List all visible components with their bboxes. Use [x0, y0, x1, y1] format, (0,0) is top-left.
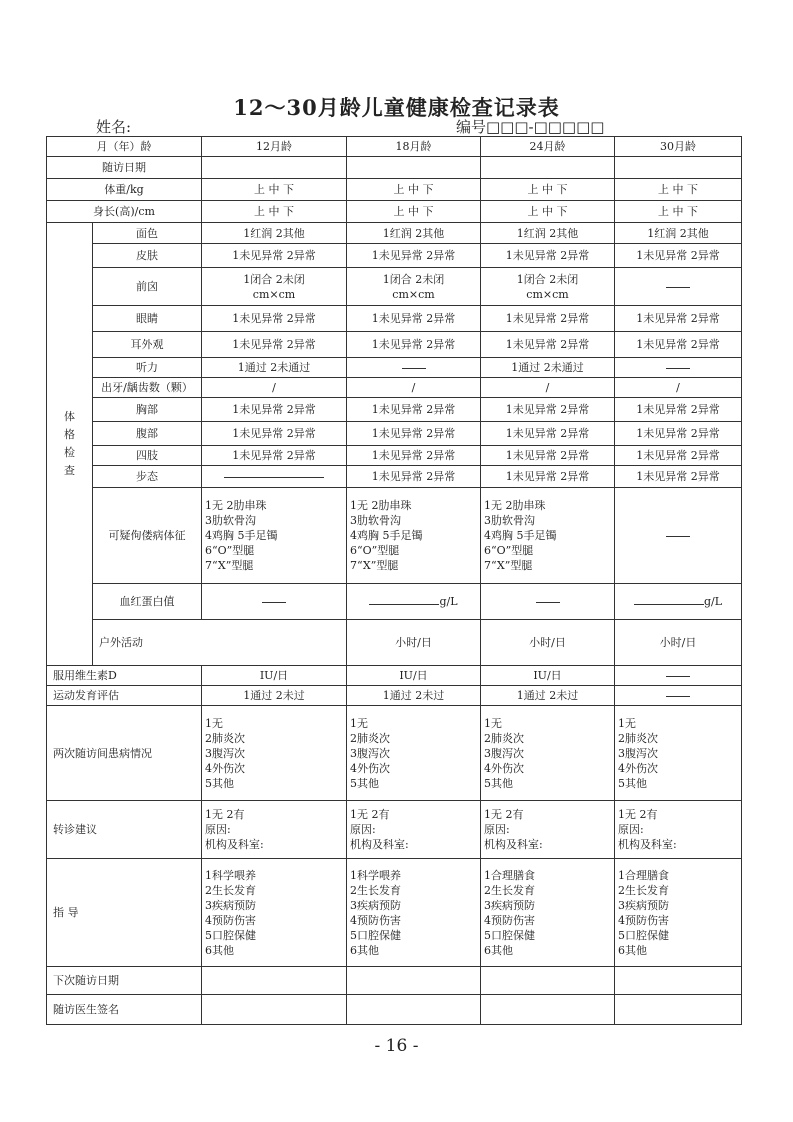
table-row [47, 137, 742, 157]
gait-opts[interactable]: 1未见异常 2异常 [615, 466, 742, 488]
rickets-opts[interactable]: 1无 2肋串珠 3肋软骨沟 4鸡胸 5手足镯 6“O”型腿 7“X”型腿 [202, 488, 347, 584]
physical-exam-label: 体 格 检 查 [47, 223, 93, 666]
guidance-opts[interactable]: 1科学喂养 2生长发育 3疾病预防 4预防伤害 5口腔保健 6其他 [347, 859, 481, 967]
hearing-na [347, 358, 481, 378]
guidance-opts[interactable]: 1科学喂养 2生长发育 3疾病预防 4预防伤害 5口腔保健 6其他 [202, 859, 347, 967]
illness-opts[interactable]: 1无 2肺炎次 3腹泻次 4外伤次 5其他 [202, 706, 347, 801]
hemoglobin-na [202, 584, 347, 620]
header-month-24: 24月龄 [481, 137, 615, 157]
height-level[interactable]: 上 中 下 [481, 201, 615, 223]
name-label: 姓名: [96, 118, 132, 136]
doctor-sign-cell[interactable] [481, 995, 615, 1025]
weight-level[interactable]: 上 中 下 [481, 179, 615, 201]
skin-label: 皮肤 [93, 244, 202, 268]
weight-level[interactable]: 上 中 下 [347, 179, 481, 201]
doctor-sign-cell[interactable] [615, 995, 742, 1025]
hearing-opts[interactable]: 1通过 2未通过 [202, 358, 347, 378]
height-level[interactable]: 上 中 下 [202, 201, 347, 223]
id-label: 编号□□□-□□□□□ [456, 118, 605, 136]
fontanelle-opts[interactable]: 1闭合 2未闭 cm×cm [481, 268, 615, 306]
skin-opts[interactable]: 1未见异常 2异常 [347, 244, 481, 268]
motor-opts[interactable]: 1通过 2未过 [481, 686, 615, 706]
illness-opts[interactable]: 1无 2肺炎次 3腹泻次 4外伤次 5其他 [347, 706, 481, 801]
motor-na [615, 686, 742, 706]
motor-label: 运动发育评估 [47, 686, 202, 706]
vitd-label: 服用维生素D [47, 666, 202, 686]
visit-date-cell[interactable] [615, 157, 742, 179]
hemoglobin-label: 血红蛋白值 [93, 584, 202, 620]
complexion-opts[interactable]: 1红润 2其他 [615, 223, 742, 244]
skin-opts[interactable]: 1未见异常 2异常 [481, 244, 615, 268]
table-row [47, 306, 742, 332]
illness-opts[interactable]: 1无 2肺炎次 3腹泻次 4外伤次 5其他 [481, 706, 615, 801]
referral-opts[interactable]: 1无 2有 原因: 机构及科室: [202, 801, 347, 859]
visit-date-cell[interactable] [202, 157, 347, 179]
chest-opts[interactable]: 1未见异常 2异常 [202, 398, 347, 422]
gait-na [202, 466, 347, 488]
height-level[interactable]: 上 中 下 [615, 201, 742, 223]
table-row [47, 179, 742, 201]
table-row [47, 584, 742, 620]
outdoor-cell[interactable]: 小时/日 [481, 620, 615, 666]
eyes-opts[interactable]: 1未见异常 2异常 [202, 306, 347, 332]
chest-opts[interactable]: 1未见异常 2异常 [481, 398, 615, 422]
hearing-opts[interactable]: 1通过 2未通过 [481, 358, 615, 378]
complexion-opts[interactable]: 1红润 2其他 [202, 223, 347, 244]
table-row [47, 620, 742, 666]
eyes-opts[interactable]: 1未见异常 2异常 [481, 306, 615, 332]
table-row [47, 801, 742, 859]
rickets-na [615, 488, 742, 584]
table-row [47, 332, 742, 358]
page-title: 12～30月龄儿童健康检查记录表 [233, 95, 560, 120]
vitd-na [615, 666, 742, 686]
table-row [47, 244, 742, 268]
illness-label: 两次随访间患病情况 [47, 706, 202, 801]
illness-opts[interactable]: 1无 2肺炎次 3腹泻次 4外伤次 5其他 [615, 706, 742, 801]
height-label: 身长(高)/cm [47, 201, 202, 223]
referral-opts[interactable]: 1无 2有 原因: 机构及科室: [615, 801, 742, 859]
gait-opts[interactable]: 1未见异常 2异常 [481, 466, 615, 488]
table-row [47, 466, 742, 488]
next-visit-label: 下次随访日期 [47, 967, 202, 995]
doctor-sign-label: 随访医生签名 [47, 995, 202, 1025]
visit-date-cell[interactable] [481, 157, 615, 179]
next-visit-cell[interactable] [481, 967, 615, 995]
visit-date-label: 随访日期 [47, 157, 202, 179]
limbs-label: 四肢 [93, 446, 202, 466]
table-row [47, 201, 742, 223]
next-visit-cell[interactable] [347, 967, 481, 995]
teeth-cell[interactable]: / [347, 378, 481, 398]
doctor-sign-cell[interactable] [202, 995, 347, 1025]
table-row [47, 706, 742, 801]
weight-label: 体重/kg [47, 179, 202, 201]
outdoor-cell[interactable]: 小时/日 [347, 620, 481, 666]
next-visit-cell[interactable] [202, 967, 347, 995]
eyes-opts[interactable]: 1未见异常 2异常 [347, 306, 481, 332]
doctor-sign-cell[interactable] [347, 995, 481, 1025]
fontanelle-opts[interactable]: 1闭合 2未闭 cm×cm [347, 268, 481, 306]
weight-level[interactable]: 上 中 下 [202, 179, 347, 201]
teeth-cell[interactable]: / [202, 378, 347, 398]
table-row [47, 967, 742, 995]
referral-opts[interactable]: 1无 2有 原因: 机构及科室: [481, 801, 615, 859]
teeth-label: 出牙/龋齿数（颗） [93, 378, 202, 398]
height-level[interactable]: 上 中 下 [347, 201, 481, 223]
chest-opts[interactable]: 1未见异常 2异常 [615, 398, 742, 422]
table-row [47, 223, 742, 244]
abdomen-opts[interactable]: 1未见异常 2异常 [202, 422, 347, 446]
rickets-opts[interactable]: 1无 2肋串珠 3肋软骨沟 4鸡胸 5手足镯 6“O”型腿 7“X”型腿 [481, 488, 615, 584]
weight-level[interactable]: 上 中 下 [615, 179, 742, 201]
header-age-label: 月（年）龄 [47, 137, 202, 157]
outdoor-label: 户外活动 [93, 620, 347, 666]
table-row [47, 358, 742, 378]
teeth-cell[interactable]: / [615, 378, 742, 398]
abdomen-opts[interactable]: 1未见异常 2异常 [481, 422, 615, 446]
table-row [47, 859, 742, 967]
table-row [47, 157, 742, 179]
complexion-opts[interactable]: 1红润 2其他 [481, 223, 615, 244]
table-row [47, 268, 742, 306]
referral-opts[interactable]: 1无 2有 原因: 机构及科室: [347, 801, 481, 859]
rickets-opts[interactable]: 1无 2肋串珠 3肋软骨沟 4鸡胸 5手足镯 6“O”型腿 7“X”型腿 [347, 488, 481, 584]
guidance-opts[interactable]: 1合理膳食 2生长发育 3疾病预防 4预防伤害 5口腔保健 6其他 [615, 859, 742, 967]
ears-opts[interactable]: 1未见异常 2异常 [615, 332, 742, 358]
next-visit-cell[interactable] [615, 967, 742, 995]
complexion-opts[interactable]: 1红润 2其他 [347, 223, 481, 244]
limbs-opts[interactable]: 1未见异常 2异常 [615, 446, 742, 466]
chest-label: 胸部 [93, 398, 202, 422]
fontanelle-na [615, 268, 742, 306]
hemoglobin-input[interactable]: g/L [347, 584, 481, 620]
hemoglobin-input[interactable]: g/L [615, 584, 742, 620]
vitd-cell[interactable]: IU/日 [481, 666, 615, 686]
skin-opts[interactable]: 1未见异常 2异常 [202, 244, 347, 268]
limbs-opts[interactable]: 1未见异常 2异常 [202, 446, 347, 466]
health-check-table [46, 136, 742, 1025]
eyes-label: 眼睛 [93, 306, 202, 332]
visit-date-cell[interactable] [347, 157, 481, 179]
table-row [47, 446, 742, 466]
limbs-opts[interactable]: 1未见异常 2异常 [347, 446, 481, 466]
ears-opts[interactable]: 1未见异常 2异常 [347, 332, 481, 358]
teeth-cell[interactable]: / [481, 378, 615, 398]
table-row [47, 666, 742, 686]
vitd-cell[interactable]: IU/日 [202, 666, 347, 686]
header-month-30: 30月龄 [615, 137, 742, 157]
motor-opts[interactable]: 1通过 2未过 [347, 686, 481, 706]
motor-opts[interactable]: 1通过 2未过 [202, 686, 347, 706]
table-row [47, 686, 742, 706]
header-month-18: 18月龄 [347, 137, 481, 157]
page-number: - 16 - [374, 1036, 419, 1056]
header-month-12: 12月龄 [202, 137, 347, 157]
gait-opts[interactable]: 1未见异常 2异常 [347, 466, 481, 488]
hemoglobin-na [481, 584, 615, 620]
referral-label: 转诊建议 [47, 801, 202, 859]
hearing-label: 听力 [93, 358, 202, 378]
table-row [47, 488, 742, 584]
eyes-opts[interactable]: 1未见异常 2异常 [615, 306, 742, 332]
fontanelle-opts[interactable]: 1闭合 2未闭 cm×cm [202, 268, 347, 306]
fontanelle-label: 前囟 [93, 268, 202, 306]
abdomen-opts[interactable]: 1未见异常 2异常 [615, 422, 742, 446]
complexion-label: 面色 [93, 223, 202, 244]
limbs-opts[interactable]: 1未见异常 2异常 [481, 446, 615, 466]
table-row [47, 422, 742, 446]
chest-opts[interactable]: 1未见异常 2异常 [347, 398, 481, 422]
table-row [47, 378, 742, 398]
ears-opts[interactable]: 1未见异常 2异常 [202, 332, 347, 358]
ears-opts[interactable]: 1未见异常 2异常 [481, 332, 615, 358]
hearing-na [615, 358, 742, 378]
abdomen-opts[interactable]: 1未见异常 2异常 [347, 422, 481, 446]
abdomen-label: 腹部 [93, 422, 202, 446]
ears-label: 耳外观 [93, 332, 202, 358]
table-row [47, 398, 742, 422]
outdoor-cell[interactable]: 小时/日 [615, 620, 742, 666]
table-row [47, 995, 742, 1025]
skin-opts[interactable]: 1未见异常 2异常 [615, 244, 742, 268]
guidance-label: 指 导 [47, 859, 202, 967]
rickets-label: 可疑佝偻病体征 [93, 488, 202, 584]
vitd-cell[interactable]: IU/日 [347, 666, 481, 686]
gait-label: 步态 [93, 466, 202, 488]
guidance-opts[interactable]: 1合理膳食 2生长发育 3疾病预防 4预防伤害 5口腔保健 6其他 [481, 859, 615, 967]
